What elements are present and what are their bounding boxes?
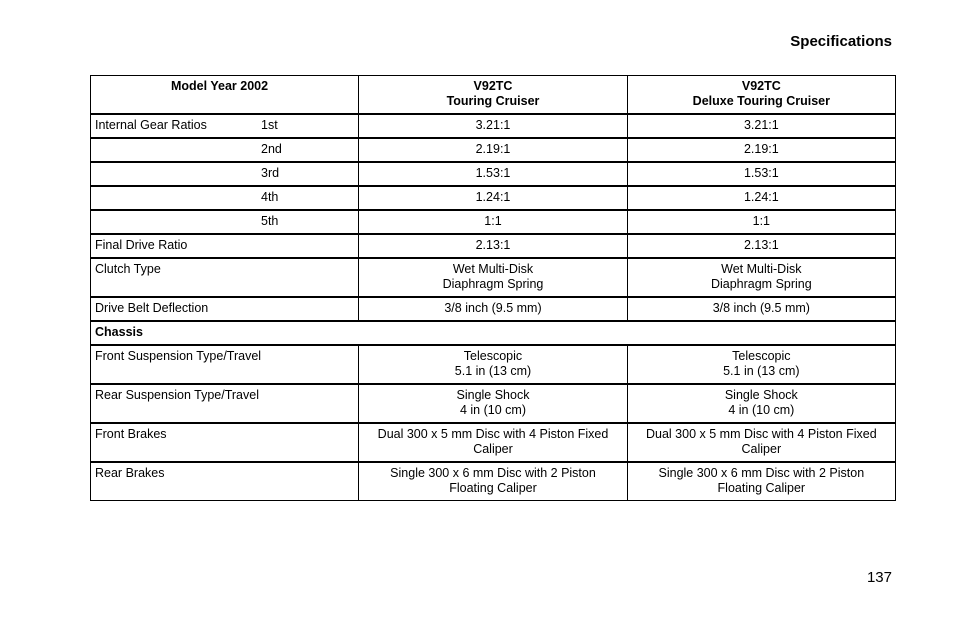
table-row-gear-5th: [91, 210, 896, 234]
table-row-front-suspension: [91, 345, 896, 384]
table-header-row: [91, 76, 896, 115]
header-model-code: V92TC: [473, 79, 513, 93]
row-label: Rear Brakes: [91, 462, 359, 501]
table-section-chassis: [91, 321, 896, 345]
value-deluxe: Wet Multi-Disk Diaphragm Spring: [627, 258, 895, 297]
value-deluxe: 2.19:1: [627, 138, 895, 162]
header-model-year: Model Year 2002: [91, 76, 359, 115]
value-touring: Telescopic 5.1 in (13 cm): [359, 345, 627, 384]
gear-ratios-label: Internal Gear Ratios: [95, 118, 207, 132]
value-touring: Dual 300 x 5 mm Disc with 4 Piston Fixed Caliper: [359, 423, 627, 462]
row-label: [91, 210, 359, 234]
value-touring: Single Shock 4 in (10 cm): [359, 384, 627, 423]
table-row-gear-3rd: [91, 162, 896, 186]
section-heading: Chassis: [91, 321, 896, 345]
header-model-name: Deluxe Touring Cruiser: [692, 94, 830, 108]
gear-label: 5th: [261, 214, 279, 228]
value-touring: 3/8 inch (9.5 mm): [359, 297, 627, 321]
value-deluxe: Single Shock 4 in (10 cm): [627, 384, 895, 423]
value-touring: 2.19:1: [359, 138, 627, 162]
table-row-rear-brakes: [91, 462, 896, 501]
value-touring: 1.53:1: [359, 162, 627, 186]
value-deluxe: 2.13:1: [627, 234, 895, 258]
value-touring: 1.24:1: [359, 186, 627, 210]
row-label: Front Suspension Type/Travel: [91, 345, 359, 384]
value-touring: 1:1: [359, 210, 627, 234]
row-label: Rear Suspension Type/Travel: [91, 384, 359, 423]
row-label: Drive Belt Deflection: [91, 297, 359, 321]
gear-label: 2nd: [261, 142, 282, 156]
row-label: [91, 114, 359, 138]
value-touring: Wet Multi-Disk Diaphragm Spring: [359, 258, 627, 297]
value-deluxe: 3/8 inch (9.5 mm): [627, 297, 895, 321]
value-deluxe: 3.21:1: [627, 114, 895, 138]
table-row-front-brakes: [91, 423, 896, 462]
row-label: Final Drive Ratio: [91, 234, 359, 258]
header-model-code: V92TC: [741, 79, 781, 93]
value-deluxe: Single 300 x 6 mm Disc with 2 Piston Floating Caliper: [627, 462, 895, 501]
value-deluxe: 1:1: [627, 210, 895, 234]
value-touring: 3.21:1: [359, 114, 627, 138]
gear-label: 3rd: [261, 166, 280, 180]
value-deluxe: Dual 300 x 5 mm Disc with 4 Piston Fixed Caliper: [627, 423, 895, 462]
table-row-drive-belt: [91, 297, 896, 321]
specifications-table: [90, 75, 896, 501]
row-label: Clutch Type: [91, 258, 359, 297]
value-deluxe: 1.53:1: [627, 162, 895, 186]
gear-label: 4th: [261, 190, 279, 204]
page-heading: Specifications: [790, 33, 892, 50]
value-touring: 2.13:1: [359, 234, 627, 258]
row-label: [91, 186, 359, 210]
table-row-gear-1st: [91, 114, 896, 138]
row-label: Front Brakes: [91, 423, 359, 462]
table-row-final-drive: [91, 234, 896, 258]
table-row-gear-4th: [91, 186, 896, 210]
value-deluxe: 1.24:1: [627, 186, 895, 210]
gear-label: 1st: [261, 118, 278, 132]
value-deluxe: Telescopic 5.1 in (13 cm): [627, 345, 895, 384]
header-deluxe-touring-cruiser: [627, 76, 895, 115]
row-label: [91, 138, 359, 162]
header-model-name: Touring Cruiser: [446, 94, 540, 108]
row-label: [91, 162, 359, 186]
header-touring-cruiser: [359, 76, 627, 115]
table-row-clutch: [91, 258, 896, 297]
page-number: 137: [866, 569, 892, 586]
value-touring: Single 300 x 6 mm Disc with 2 Piston Floating Caliper: [359, 462, 627, 501]
table-row-gear-2nd: [91, 138, 896, 162]
table-row-rear-suspension: [91, 384, 896, 423]
